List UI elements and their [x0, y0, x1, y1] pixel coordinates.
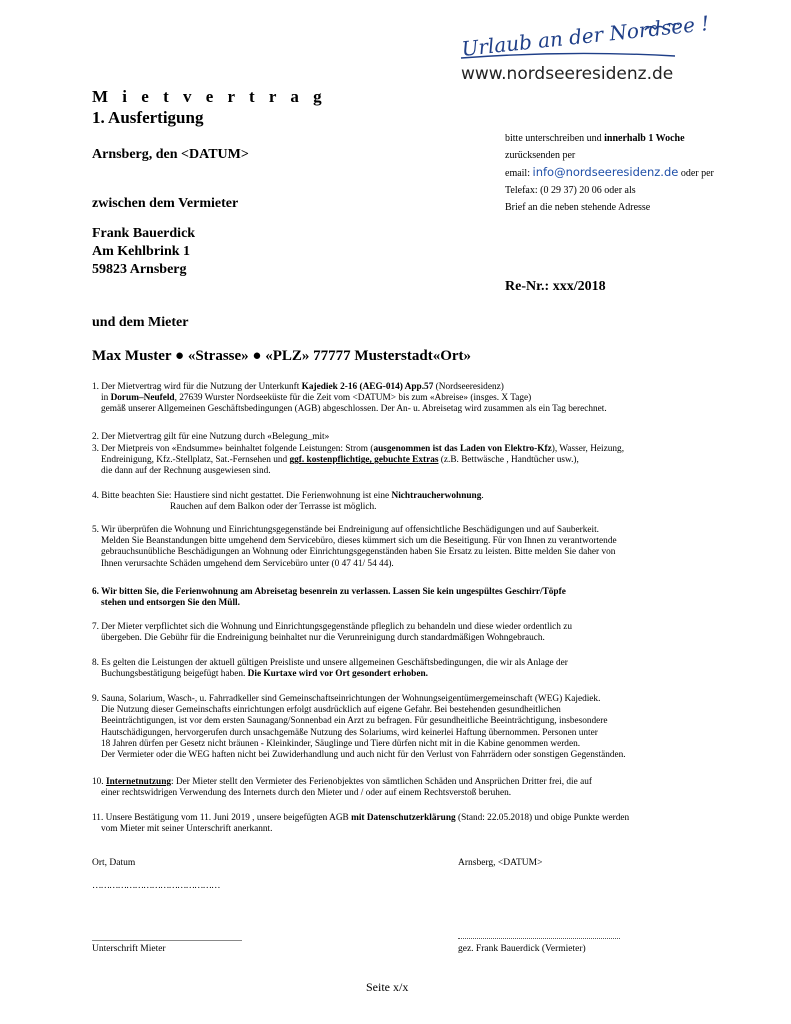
- clause-6: [92, 587, 712, 609]
- clause-3-text-2: ), Wasser, Heizung,: [551, 444, 625, 454]
- landlord-intro: zwischen dem Vermieter: [92, 196, 239, 211]
- clause-1-text-3: in: [101, 393, 111, 404]
- clause-4-text-2: Rauchen auf dem Balkon oder der Terrasse ist möglich.: [170, 502, 377, 513]
- invoice-number: Re-Nr.: xxx/2018: [505, 279, 606, 294]
- clause-3-exception: ausgenommen ist das Laden von Elektro-Kfz: [373, 444, 552, 454]
- clause-9: [92, 694, 712, 761]
- clause-1-property: Kajediek 2-16 (AEG-014) App.57: [301, 382, 434, 392]
- clause-9-line-1: 9. Sauna, Solarium, Wasch-, u. Fahrradkeller sind Gemeinschaftseinrichtungen der Wohnungseigentümergemeinschaft (WEG) Kajediek.: [92, 694, 601, 704]
- clause-5-line-1: 5. Wir überprüfen die Wohnung und Einrichtungsgegenstände bei Endreinigung auf offensichtliche Beschädigungen und auf Sauberkeit.: [92, 525, 599, 535]
- clause-3-extras: ggf. kostenpflichtige, gebuchte Extras: [289, 455, 439, 466]
- clause-7-line-1: 7. Der Mieter verpflichtet sich die Wohnung und Einrichtungsgegenstände pfleglich zu behandeln und diese wieder ordentlich zu: [92, 622, 573, 632]
- instr-line-1a: bitte unterschreiben und: [505, 133, 605, 144]
- clause-10-heading: Internetnutzung: [105, 777, 172, 787]
- clause-8-kurtaxe: Die Kurtaxe wird vor Ort gesondert erhoben.: [247, 669, 428, 680]
- instr-line-3a: email:: [505, 168, 533, 179]
- sign-left-label: Ort, Datum: [92, 858, 136, 868]
- logo: [455, 11, 711, 88]
- clause-5-line-4: Ihnen verursachte Schäden umgehend dem Servicebüro unter (0 47 41/ 54 44).: [101, 558, 394, 569]
- instr-line-4: Telefax: (0 29 37) 20 06 oder als: [505, 185, 636, 196]
- clause-11-line-2: vom Mieter mit seiner Unterschrift anerkannt.: [101, 824, 273, 835]
- clause-11-privacy: mit Datenschutzerklärung: [351, 813, 456, 823]
- clause-5-line-3: gebrauchsunübliche Beschädigungen an Wohnung oder Einrichtungsgegenständen haben Sie Ersatz zu leisten. Bitte melden Sie daher von: [101, 547, 616, 558]
- clause-1-location: Dorum–Neufeld: [110, 393, 175, 404]
- clause-5: [92, 525, 712, 570]
- logo-underline: [459, 52, 679, 62]
- email-link[interactable]: info@nordseeresidenz.de: [532, 165, 679, 179]
- clause-4-nonsmoking: Nichtraucherwohnung: [391, 491, 482, 501]
- clause-3-text-4: (z.B. Bettwäsche , Handtücher usw.),: [438, 455, 579, 466]
- clause-8: [92, 658, 712, 680]
- clause-10: [92, 777, 712, 799]
- tenant-signature-line: [92, 940, 242, 941]
- tenant-line: Max Muster ● «Strasse» ● «PLZ» 77777 Musterstadt«Ort»: [92, 348, 472, 364]
- clause-7: [92, 622, 712, 644]
- landlord-name: Frank Bauerdick: [92, 226, 196, 241]
- logo-url: www.nordseeresidenz.de: [461, 64, 674, 84]
- landlord-street: Am Kehlbrink 1: [92, 244, 191, 259]
- clause-3-text: 3. Der Mietpreis von «Endsumme» beinhaltet folgende Leistungen: Strom (: [92, 444, 374, 454]
- tenant-intro: und dem Mieter: [92, 315, 189, 330]
- landlord-signature-line: [458, 938, 620, 939]
- clause-9-line-6: Der Vermieter oder die WEG haften nicht bei Zuwiderhandlung und auch nicht für den Verlust von Fahrrädern oder sonstigen Gegenständen.: [101, 750, 626, 761]
- clause-9-line-3: Beeinträchtigungen, ist vor dem ersten Saunagang/Sonnenbad ein Arzt zu befragen. Für gesundheitliche Beeinträchtigung, insbesondere: [101, 716, 608, 727]
- clause-1-text-2: (Nordseeresidenz): [433, 382, 504, 392]
- clause-1-text-5: gemäß unserer Allgemeinen Geschäftsbedingungen (AGB) abgeschlossen. Der An- u. Abreisetag wird zusammen als ein Tag berechnet.: [101, 404, 607, 415]
- sign-right-label: Arnsberg, <DATUM>: [458, 858, 543, 868]
- clause-10-line-2: einer rechtswidrigen Verwendung des Internets durch den Mieter und / oder auf einem Rechtsverstoß beruhen.: [101, 788, 512, 799]
- clause-5-line-2: Melden Sie Beanstandungen bitte umgehend dem Servicebüro, dieses kümmert sich um die Beseitigung. Für von Ihnen zu verantwortende: [101, 536, 617, 547]
- return-instructions: [505, 130, 714, 216]
- instr-line-5: Brief an die neben stehende Adresse: [505, 202, 651, 213]
- instr-line-2: zurücksenden per: [505, 150, 576, 161]
- tenant-signature-label: Unterschrift Mieter: [92, 944, 166, 954]
- place-date: Arnsberg, den <DATUM>: [92, 147, 249, 162]
- doc-subtitle: 1. Ausfertigung: [92, 108, 204, 127]
- doc-title: M i e t v e r t r a g: [92, 87, 327, 106]
- clause-9-line-4: Hautschädigungen, hervorgerufen durch unsachgemäße Nutzung des Solariums, wird keinerlei Haftung übernommen. Personen unter: [101, 727, 598, 738]
- clause-11: [92, 813, 712, 835]
- sign-date-dots: ………………………………………: [92, 881, 220, 891]
- clause-2: 2. Der Mietvertrag gilt für eine Nutzung durch «Belegung_mit»: [92, 432, 330, 442]
- landlord-city: 59823 Arnsberg: [92, 262, 187, 277]
- clause-8-text: Buchungsbestätigung beigefügt haben.: [101, 669, 248, 680]
- clause-3-text-5: die dann auf der Rechnung ausgewiesen sind.: [101, 466, 271, 477]
- clause-1: [92, 382, 712, 416]
- clause-3: [92, 444, 712, 478]
- logo-script: Urlaub an der Nordsee !: [460, 11, 711, 61]
- landlord-signature-label: gez. Frank Bauerdick (Vermieter): [458, 944, 586, 954]
- clause-4: [92, 491, 712, 513]
- clause-8-line-1: 8. Es gelten die Leistungen der aktuell gültigen Preisliste und unsere allgemeinen Geschäftsbedingungen, die wir als Anlage der: [92, 658, 568, 668]
- instr-deadline: innerhalb 1 Woche: [604, 133, 685, 144]
- clause-10-text: : Der Mieter stellt den Vermieter des Ferienobjektes von sämtlichen Schäden und Ansprüchen Dritter frei, die auf: [171, 777, 592, 787]
- clause-11-text-2: (Stand: 22.05.2018) und obige Punkte werden: [455, 813, 630, 823]
- instr-line-3b: oder per: [678, 168, 714, 179]
- clause-10-number: 10.: [92, 777, 106, 787]
- clause-6-line-2: stehen und entsorgen Sie den Müll.: [101, 598, 240, 609]
- clause-6-line-1: 6. Wir bitten Sie, die Ferienwohnung am Abreisetag besenrein zu verlassen. Lassen Sie kein ungespültes Geschirr/Töpfe: [92, 587, 566, 597]
- page-number: Seite x/x: [366, 980, 409, 994]
- clause-3-text-3: Endreinigung, Kfz.-Stellplatz, Sat.-Fernsehen und: [101, 455, 290, 466]
- clause-4-text: 4. Bitte beachten Sie: Haustiere sind nicht gestattet. Die Ferienwohnung ist eine: [92, 491, 392, 501]
- clause-4-period: .: [481, 491, 484, 501]
- clause-9-line-2: Die Nutzung dieser Gemeinschafts einrichtungen erfolgt ausdrücklich auf eigene Gefahr. Bei bestehenden gesundheitlichen: [101, 705, 561, 716]
- clause-11-text: 11. Unsere Bestätigung vom 11. Juni 2019 , unsere beigefügten AGB: [92, 813, 352, 823]
- clause-1-text-4: , 27639 Wurster Nordseeküste für die Zeit vom <DATUM> bis zum «Abreise» (insges. X Tage): [174, 393, 532, 404]
- clause-1-text: 1. Der Mietvertrag wird für die Nutzung der Unterkunft: [92, 382, 302, 392]
- clause-9-line-5: 18 Jahren dürfen per Gesetz nicht bräunen - Kleinkinder, Säuglinge und Tiere dürfen nicht mit in die Kabine genommen werden.: [101, 738, 581, 749]
- clause-7-line-2: übergeben. Die Gebühr für die Endreinigung beinhaltet nur die Verunreinigung durch standardmäßigen Wohngebrauch.: [101, 633, 545, 644]
